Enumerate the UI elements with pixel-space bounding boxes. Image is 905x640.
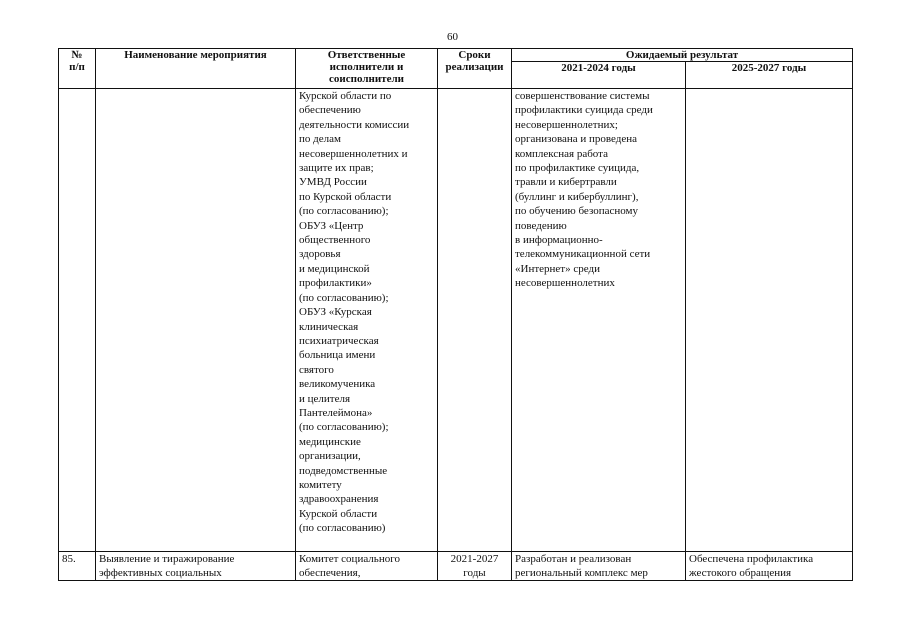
table-row (59, 89, 853, 552)
cell-terms (438, 89, 512, 552)
cell-number (59, 89, 96, 552)
table-row (59, 552, 853, 581)
header-period-2021-2024: 2021-2024 годы (512, 62, 686, 89)
header-expected-result: Ожидаемый результат (512, 49, 853, 62)
table-header-row (59, 49, 853, 62)
header-event-name: Наименование мероприятия (96, 49, 296, 89)
page-number: 60 (447, 31, 458, 43)
cell-responsible: Комитет социального обеспечения, (296, 552, 438, 581)
cell-event-name (96, 89, 296, 552)
header-number: № п/п (59, 49, 96, 89)
header-responsible: Ответственные исполнители и соисполнители (296, 49, 438, 89)
cell-responsible: Курской области по обеспечению деятельности комиссии по делам несовершеннолетних и защите их прав; УМВД России по Курской области (по согласованию); ОБУЗ «Центр общественного здоровья и медицинской профилактики» (по согласованию); ОБУЗ «Курская клиническая психиатрическая больница имени святого великомученика и целителя Пантелеймона» (по согласованию); медицинские организации, подведомственные комитету здравоохранения Курской области (по согласованию) (296, 89, 438, 552)
cell-result-2021-2024: совершенствование системы профилактики суицида среди несовершеннолетних; организована и проведена комплексная работа по профилактике суицида, травли и кибертравли (буллинг и кибербуллинг), по обучению безопасному поведению в информационно- телекоммуникационной сети «Интернет» среди несовершеннолетних (512, 89, 686, 552)
cell-terms: 2021-2027 годы (438, 552, 512, 581)
cell-event-name: Выявление и тиражирование эффективных социальных (96, 552, 296, 581)
cell-result-2025-2027 (686, 89, 853, 552)
cell-number: 85. (59, 552, 96, 581)
events-table (58, 48, 853, 581)
header-terms: Сроки реализации (438, 49, 512, 89)
cell-result-2025-2027: Обеспечена профилактика жестокого обращения (686, 552, 853, 581)
header-period-2025-2027: 2025-2027 годы (686, 62, 853, 89)
cell-result-2021-2024: Разработан и реализован региональный комплекс мер (512, 552, 686, 581)
